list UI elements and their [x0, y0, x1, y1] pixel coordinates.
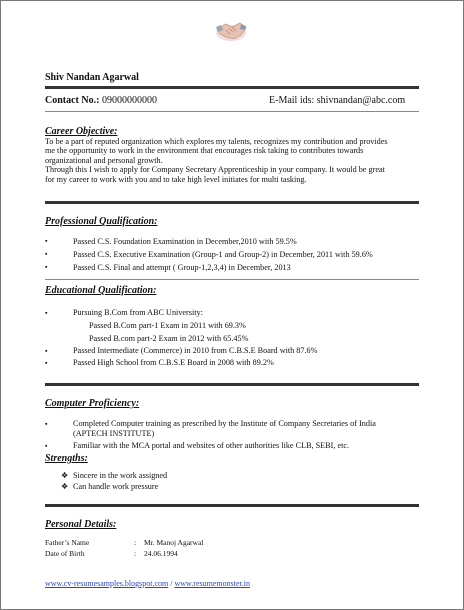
bullet-icon: ▪ [45, 442, 48, 450]
diamond-bullet-icon: ❖ [61, 482, 69, 491]
bullet-icon: ▪ [45, 237, 48, 245]
footer-separator: / [168, 579, 175, 588]
section-divider [45, 201, 419, 204]
computer-item-continued: (APTECH INSTITUTE) [73, 429, 155, 438]
bullet-icon: ▪ [45, 309, 48, 317]
professional-item: Passed C.S. Executive Examination (Group-1 and Group-2) in December, 2011 with 59.6% [73, 250, 373, 259]
email-value: shivnandan@abc.com [316, 95, 406, 106]
footer-link-resumemonster[interactable]: www.resumemonster.in [174, 579, 250, 588]
education-subitem: Passed B.Com part-1 Exam in 2011 with 69.3% [89, 321, 246, 330]
career-line: Through this I wish to apply for Company Secretary Apprenticeship in your company. It would be great [45, 165, 385, 175]
strength-item: Sincere in the work assigned [73, 471, 168, 480]
computer-item: Completed Computer training as prescribed by the Institute of Company Secretaries of India [73, 419, 376, 428]
strength-item: Can handle work pressure [73, 482, 159, 491]
educational-qualification-heading: Educational Qualification: [45, 285, 157, 296]
education-item: Passed High School from C.B.S.E Board in 2008 with 89.2% [73, 358, 274, 367]
section-divider [45, 383, 419, 386]
contact-label: Contact No. [45, 95, 97, 106]
contact-divider [45, 111, 419, 112]
contact-number [45, 95, 157, 106]
bullet-icon: ▪ [45, 250, 48, 258]
computer-item: Familiar with the MCA portal and websites of other authorities like CLB, SEBI, etc. [73, 441, 350, 450]
contact-phone: 09000000000 [101, 95, 157, 106]
section-divider [45, 279, 419, 280]
contact-colon: : [96, 95, 102, 106]
bullet-icon: ▪ [45, 359, 48, 367]
header-divider [45, 86, 419, 89]
professional-item: Passed C.S. Final and attempt ( Group-1,2,3,4) in December, 2013 [73, 263, 291, 272]
dob-label: Date of Birth [45, 549, 85, 558]
detail-colon: : [134, 538, 137, 547]
career-line: To be a part of reputed organization which explores my talents, recognizes my contribution and provides [45, 137, 388, 146]
bullet-icon: ▪ [45, 347, 48, 355]
career-line: for my career to work with you and to take high level initiates for multi tasking. [45, 174, 307, 184]
father-name-label: Father’s Name [45, 538, 90, 547]
computer-proficiency-heading: Computer Proficiency: [45, 398, 140, 409]
section-divider [45, 504, 419, 507]
education-item: Passed Intermediate (Commerce) in 2010 from C.B.S.E Board with 87.6% [73, 346, 318, 355]
professional-qualification-heading: Professional Qualification: [45, 216, 158, 227]
bullet-icon: ▪ [45, 420, 48, 428]
father-name-value: Mr. Manoj Agarwal [144, 538, 204, 547]
bullet-icon: ▪ [45, 263, 48, 271]
candidate-name: Shiv Nandan Agarwal [45, 72, 139, 83]
detail-colon: : [134, 549, 137, 558]
career-objective-text [45, 137, 421, 184]
dob-value: 24.06.1994 [144, 549, 178, 558]
personal-details-heading: Personal Details: [45, 519, 117, 530]
education-subitem: Passed B.com part-2 Exam in 2012 with 65.45% [89, 334, 249, 343]
contact-email [269, 95, 405, 106]
strengths-heading: Strengths: [45, 453, 88, 464]
email-label: E-Mail ids: [269, 95, 315, 106]
education-item: Pursuing B.Com from ABC University: [73, 308, 203, 317]
footer-links [45, 579, 250, 588]
diamond-bullet-icon: ❖ [61, 471, 69, 480]
footer-link-cv-resumesamples[interactable]: www.cv-resumesamples.blogspot.com [45, 579, 169, 588]
career-line: organizational and personal growth. [45, 155, 163, 165]
professional-item: Passed C.S. Foundation Examination in December,2010 with 59.5% [73, 237, 297, 246]
handshake-icon [214, 15, 248, 45]
career-objective-heading: Career Objective: [45, 126, 118, 137]
career-line: me the opportunity to work in the environment that encourages risk taking to contributes towards [45, 146, 364, 156]
